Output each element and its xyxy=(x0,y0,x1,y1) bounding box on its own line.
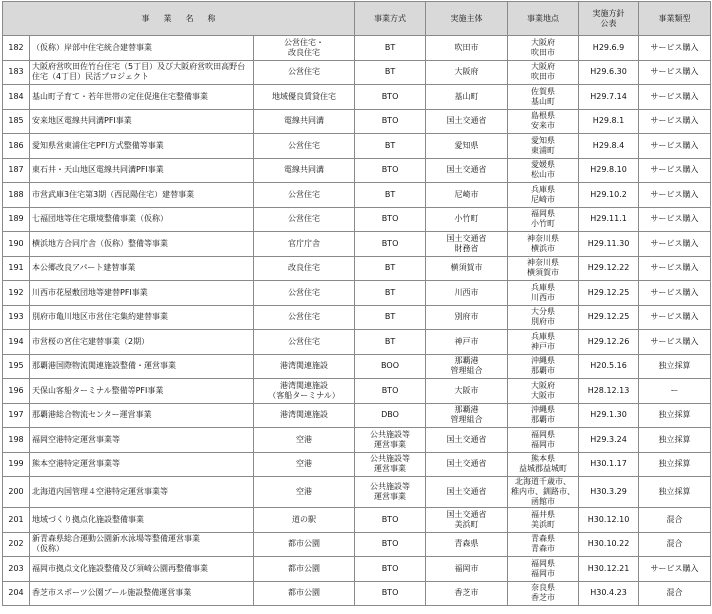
table-row xyxy=(3,36,711,61)
facility-field: 空港 xyxy=(254,452,355,477)
facility-field: 公営住宅 xyxy=(254,281,355,306)
project-method: BTO xyxy=(355,232,426,257)
announce-date: H30.10.22 xyxy=(579,532,639,557)
announce-date: H28.12.13 xyxy=(579,379,639,404)
facility-field: 都市公園 xyxy=(254,581,355,606)
table-row xyxy=(3,354,711,379)
project-method: BTO xyxy=(355,532,426,557)
row-number: 202 xyxy=(3,532,30,557)
project-category: サービス購入 xyxy=(639,158,711,183)
project-category: 独立採算 xyxy=(639,403,711,428)
facility-field: 公営住宅 xyxy=(254,207,355,232)
project-method: BOO xyxy=(355,354,426,379)
header-announce-date: 実施方針 公表 xyxy=(579,2,639,36)
row-number: 199 xyxy=(3,452,30,477)
facility-field: 港湾関連施設 xyxy=(254,403,355,428)
row-number: 184 xyxy=(3,85,30,110)
row-number: 182 xyxy=(3,36,30,61)
project-method: BT xyxy=(355,134,426,159)
project-name: 東石井・天山地区電線共同溝PFI事業 xyxy=(30,158,254,183)
implementing-entity: 国土交通省 xyxy=(426,109,508,134)
table-row xyxy=(3,532,711,557)
facility-field: 都市公園 xyxy=(254,532,355,557)
project-name: 市営桜の宮住宅建替事業（2期） xyxy=(30,330,254,355)
implementing-entity: 横須賀市 xyxy=(426,256,508,281)
announce-date: H30.3.29 xyxy=(579,477,639,508)
table-row xyxy=(3,183,711,208)
pfi-projects-table xyxy=(2,1,711,606)
row-number: 201 xyxy=(3,508,30,533)
project-name: 香芝市スポーツ公園プール施設整備運営事業 xyxy=(30,581,254,606)
project-name: 川西市花屋敷団地等建替PFI事業 xyxy=(30,281,254,306)
project-name: 那覇港国際物流関連施設整備・運営事業 xyxy=(30,354,254,379)
project-location: 兵庫県 神戸市 xyxy=(508,330,579,355)
table-row xyxy=(3,207,711,232)
project-location: 兵庫県 川西市 xyxy=(508,281,579,306)
project-name: 天保山客船ターミナル整備等PFI事業 xyxy=(30,379,254,404)
header-location: 事業地点 xyxy=(508,2,579,36)
project-name: 市営武庫3住宅第3期（西昆陽住宅）建替事業 xyxy=(30,183,254,208)
row-number: 185 xyxy=(3,109,30,134)
project-location: 島根県 安来市 xyxy=(508,109,579,134)
header-entity: 実施主体 xyxy=(426,2,508,36)
announce-date: H30.12.10 xyxy=(579,508,639,533)
implementing-entity: 神戸市 xyxy=(426,330,508,355)
row-number: 200 xyxy=(3,477,30,508)
project-name: 別府市亀川地区市営住宅集約建替事業 xyxy=(30,305,254,330)
row-number: 203 xyxy=(3,557,30,582)
project-method: BTO xyxy=(355,379,426,404)
row-number: 195 xyxy=(3,354,30,379)
project-name: 基山町子育て・若年世帯の定住促進住宅整備事業 xyxy=(30,85,254,110)
row-number: 198 xyxy=(3,428,30,453)
project-location: 福岡県 福岡市 xyxy=(508,557,579,582)
implementing-entity: 尼崎市 xyxy=(426,183,508,208)
project-method: BTO xyxy=(355,158,426,183)
table-row xyxy=(3,477,711,508)
project-category: サービス購入 xyxy=(639,60,711,85)
implementing-entity: 川西市 xyxy=(426,281,508,306)
facility-field: 空港 xyxy=(254,428,355,453)
table-row xyxy=(3,109,711,134)
facility-field: 公営住宅 xyxy=(254,330,355,355)
project-location: 愛媛県 松山市 xyxy=(508,158,579,183)
facility-field: 電線共同溝 xyxy=(254,109,355,134)
project-location: 北海道千歳市、 稚内市、釧路市、 函館市 xyxy=(508,477,579,508)
announce-date: H29.12.22 xyxy=(579,256,639,281)
header-project-name: 事業名称 xyxy=(3,2,355,36)
project-category: サービス購入 xyxy=(639,85,711,110)
table-row xyxy=(3,256,711,281)
project-name: 那覇港総合物流センター運営事業 xyxy=(30,403,254,428)
row-number: 188 xyxy=(3,183,30,208)
table-row xyxy=(3,403,711,428)
table-row xyxy=(3,557,711,582)
table-row xyxy=(3,281,711,306)
project-category: サービス購入 xyxy=(639,183,711,208)
project-name: （仮称）岸部中住宅統合建替事業 xyxy=(30,36,254,61)
row-number: 194 xyxy=(3,330,30,355)
project-method: DBO xyxy=(355,403,426,428)
project-location: 大阪府 吹田市 xyxy=(508,36,579,61)
project-category: サービス購入 xyxy=(639,557,711,582)
announce-date: H29.12.26 xyxy=(579,330,639,355)
project-location: 熊本県 益城郡益城町 xyxy=(508,452,579,477)
project-name: 熊本空港特定運営事業等 xyxy=(30,452,254,477)
implementing-entity: 大阪府 xyxy=(426,60,508,85)
implementing-entity: 国土交通省 美浜町 xyxy=(426,508,508,533)
table-row xyxy=(3,428,711,453)
project-location: 神奈川県 横浜市 xyxy=(508,232,579,257)
implementing-entity: 福岡市 xyxy=(426,557,508,582)
announce-date: H29.11.30 xyxy=(579,232,639,257)
row-number: 193 xyxy=(3,305,30,330)
facility-field: 地域優良賃貸住宅 xyxy=(254,85,355,110)
facility-field: 公営住宅 xyxy=(254,60,355,85)
project-method: BTO xyxy=(355,508,426,533)
project-name: 地域づくり拠点化施設整備事業 xyxy=(30,508,254,533)
project-location: 沖縄県 那覇市 xyxy=(508,354,579,379)
project-method: 公共施設等 運営事業 xyxy=(355,452,426,477)
project-category: サービス購入 xyxy=(639,36,711,61)
project-location: 沖縄県 那覇市 xyxy=(508,403,579,428)
project-location: 大阪府 吹田市 xyxy=(508,60,579,85)
table-row xyxy=(3,379,711,404)
row-number: 189 xyxy=(3,207,30,232)
table-row xyxy=(3,508,711,533)
project-method: BT xyxy=(355,305,426,330)
facility-field: 官庁庁舎 xyxy=(254,232,355,257)
project-method: BT xyxy=(355,281,426,306)
project-category: 混合 xyxy=(639,508,711,533)
project-category: ー xyxy=(639,379,711,404)
table-row xyxy=(3,452,711,477)
announce-date: H29.10.2 xyxy=(579,183,639,208)
project-method: BT xyxy=(355,256,426,281)
table-row xyxy=(3,330,711,355)
project-category: 混合 xyxy=(639,532,711,557)
facility-field: 電線共同溝 xyxy=(254,158,355,183)
row-number: 191 xyxy=(3,256,30,281)
project-location: 愛知県 東浦町 xyxy=(508,134,579,159)
project-method: BT xyxy=(355,330,426,355)
implementing-entity: 青森県 xyxy=(426,532,508,557)
announce-date: H29.1.30 xyxy=(579,403,639,428)
project-category: 独立採算 xyxy=(639,354,711,379)
project-category: サービス購入 xyxy=(639,330,711,355)
facility-field: 公営住宅 xyxy=(254,134,355,159)
table-row xyxy=(3,85,711,110)
row-number: 187 xyxy=(3,158,30,183)
project-method: BT xyxy=(355,183,426,208)
project-method: BT xyxy=(355,60,426,85)
announce-date: H29.8.10 xyxy=(579,158,639,183)
facility-field: 公営住宅 xyxy=(254,183,355,208)
project-category: 独立採算 xyxy=(639,452,711,477)
announce-date: H29.6.9 xyxy=(579,36,639,61)
project-method: BTO xyxy=(355,581,426,606)
announce-date: H29.6.30 xyxy=(579,60,639,85)
project-location: 大分県 別府市 xyxy=(508,305,579,330)
project-name: 大阪府営吹田佐竹台住宅（5丁目）及び大阪府営吹田高野台住宅（4丁目）民活プロジェクト xyxy=(30,60,254,85)
announce-date: H30.1.17 xyxy=(579,452,639,477)
project-location: 神奈川県 横須賀市 xyxy=(508,256,579,281)
project-method: 公共施設等 運営事業 xyxy=(355,477,426,508)
row-number: 190 xyxy=(3,232,30,257)
project-category: 混合 xyxy=(639,581,711,606)
project-method: BTO xyxy=(355,207,426,232)
row-number: 197 xyxy=(3,403,30,428)
implementing-entity: 吹田市 xyxy=(426,36,508,61)
implementing-entity: 国土交通省 xyxy=(426,477,508,508)
announce-date: H29.12.25 xyxy=(579,305,639,330)
announce-date: H29.7.14 xyxy=(579,85,639,110)
implementing-entity: 国土交通省 xyxy=(426,428,508,453)
header-row xyxy=(3,2,711,36)
implementing-entity: 那覇港 管理組合 xyxy=(426,403,508,428)
announce-date: H30.12.21 xyxy=(579,557,639,582)
announce-date: H29.8.1 xyxy=(579,109,639,134)
facility-field: 港湾関連施設 xyxy=(254,354,355,379)
project-category: 独立採算 xyxy=(639,428,711,453)
facility-field: 道の駅 xyxy=(254,508,355,533)
project-name: 七福団地等住宅環境整備事業（仮称） xyxy=(30,207,254,232)
table-row xyxy=(3,305,711,330)
implementing-entity: 大阪市 xyxy=(426,379,508,404)
table-row xyxy=(3,60,711,85)
facility-field: 都市公園 xyxy=(254,557,355,582)
project-category: サービス購入 xyxy=(639,305,711,330)
project-category: サービス購入 xyxy=(639,281,711,306)
project-name: 新青森県総合運動公園新水泳場等整備運営事業 （仮称） xyxy=(30,532,254,557)
project-name: 北海道内国管理４空港特定運営事業等 xyxy=(30,477,254,508)
project-method: BTO xyxy=(355,109,426,134)
project-location: 大阪府 大阪市 xyxy=(508,379,579,404)
facility-field: 改良住宅 xyxy=(254,256,355,281)
project-location: 福岡県 小竹町 xyxy=(508,207,579,232)
project-category: サービス購入 xyxy=(639,256,711,281)
project-location: 兵庫県 尼崎市 xyxy=(508,183,579,208)
row-number: 196 xyxy=(3,379,30,404)
implementing-entity: 愛知県 xyxy=(426,134,508,159)
project-category: サービス購入 xyxy=(639,207,711,232)
project-category: サービス購入 xyxy=(639,232,711,257)
project-method: BTO xyxy=(355,85,426,110)
project-name: 横浜地方合同庁舎（仮称）整備等事業 xyxy=(30,232,254,257)
implementing-entity: 基山町 xyxy=(426,85,508,110)
table-row xyxy=(3,158,711,183)
implementing-entity: 香芝市 xyxy=(426,581,508,606)
announce-date: H29.3.24 xyxy=(579,428,639,453)
row-number: 183 xyxy=(3,60,30,85)
announce-date: H29.11.1 xyxy=(579,207,639,232)
facility-field: 公営住宅 xyxy=(254,305,355,330)
project-location: 青森県 青森市 xyxy=(508,532,579,557)
project-method: BTO xyxy=(355,557,426,582)
row-number: 192 xyxy=(3,281,30,306)
project-category: サービス購入 xyxy=(639,109,711,134)
project-method: BT xyxy=(355,36,426,61)
project-location: 佐賀県 基山町 xyxy=(508,85,579,110)
project-location: 奈良県 香芝市 xyxy=(508,581,579,606)
project-category: サービス購入 xyxy=(639,134,711,159)
header-category: 事業類型 xyxy=(639,2,711,36)
table-row xyxy=(3,232,711,257)
header-method: 事業方式 xyxy=(355,2,426,36)
announce-date: H29.8.4 xyxy=(579,134,639,159)
project-category: 独立採算 xyxy=(639,477,711,508)
announce-date: H20.5.16 xyxy=(579,354,639,379)
project-name: 愛知県営東浦住宅PFI方式整備等事業 xyxy=(30,134,254,159)
implementing-entity: 国土交通省 財務省 xyxy=(426,232,508,257)
implementing-entity: 国土交通省 xyxy=(426,452,508,477)
project-location: 福岡県 福岡市 xyxy=(508,428,579,453)
facility-field: 公営住宅・ 改良住宅 xyxy=(254,36,355,61)
implementing-entity: 別府市 xyxy=(426,305,508,330)
project-name: 福岡空港特定運営事業等 xyxy=(30,428,254,453)
implementing-entity: 国土交通省 xyxy=(426,158,508,183)
announce-date: H30.4.23 xyxy=(579,581,639,606)
implementing-entity: 小竹町 xyxy=(426,207,508,232)
row-number: 186 xyxy=(3,134,30,159)
table-row xyxy=(3,581,711,606)
project-name: 安来地区電線共同溝PFI事業 xyxy=(30,109,254,134)
project-name: 本公郷改良アパート建替事業 xyxy=(30,256,254,281)
facility-field: 港湾関連施設 （客船ターミナル） xyxy=(254,379,355,404)
project-location: 福井県 美浜町 xyxy=(508,508,579,533)
table-row xyxy=(3,134,711,159)
facility-field: 空港 xyxy=(254,477,355,508)
implementing-entity: 那覇港 管理組合 xyxy=(426,354,508,379)
announce-date: H29.12.25 xyxy=(579,281,639,306)
project-method: 公共施設等 運営事業 xyxy=(355,428,426,453)
row-number: 204 xyxy=(3,581,30,606)
project-name: 福岡市拠点文化施設整備及び須崎公園再整備事業 xyxy=(30,557,254,582)
